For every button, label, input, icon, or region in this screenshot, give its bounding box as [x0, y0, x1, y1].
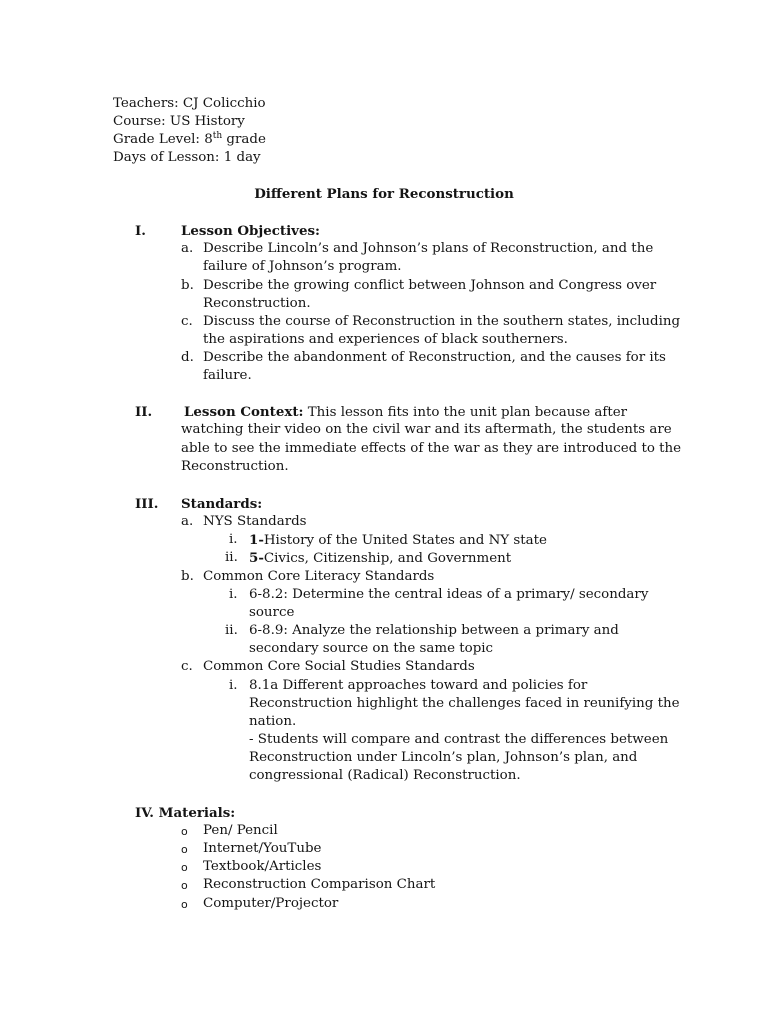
- standard-c-i-line-6: congressional (Radical) Reconstruction.: [249, 768, 521, 783]
- objective-d-marker: d.: [181, 350, 194, 365]
- grade-ordinal: th: [212, 131, 223, 141]
- grade-word: grade: [226, 132, 266, 147]
- section-2-heading: Lesson Context:: [184, 404, 304, 420]
- standard-a-ii: [249, 549, 511, 568]
- standard-b-i-marker: i.: [229, 587, 238, 602]
- teachers-line: [113, 95, 266, 113]
- objective-c-line-2: the aspirations and experiences of black southerners.: [203, 332, 568, 347]
- standard-b-i-line-1: 6-8.2: Determine the central ideas of a primary/ secondary: [249, 587, 649, 602]
- page-title: Different Plans for Reconstruction: [254, 186, 514, 202]
- objective-b-marker: b.: [181, 278, 194, 293]
- grade-number: 8: [204, 132, 213, 147]
- material-bullet-icon: o: [181, 879, 188, 892]
- section-1-numeral: I.: [135, 223, 146, 239]
- standard-a-i-marker: i.: [229, 532, 238, 547]
- standard-c-i-line-4: - Students will compare and contrast the differences between: [249, 732, 669, 747]
- standard-b-text: Common Core Literacy Standards: [203, 569, 435, 584]
- material-bullet-icon: o: [181, 825, 188, 838]
- section-4-title: Materials:: [158, 805, 236, 821]
- standard-c-i-line-3: nation.: [249, 714, 297, 729]
- objective-a-line-2: failure of Johnson’s program.: [203, 259, 402, 274]
- section-4-numeral: IV.: [135, 805, 154, 821]
- standard-b-i-line-2: source: [249, 605, 295, 620]
- objective-a-line-1: Describe Lincoln’s and Johnson’s plans of Reconstruction, and the: [203, 241, 654, 256]
- context-line-2: watching their video on the civil war and its aftermath, the students are: [181, 422, 672, 437]
- standard-a-ii-number: 5-: [249, 550, 264, 566]
- standard-a-ii-marker: ii.: [225, 550, 238, 565]
- standard-b-ii-line-1: 6-8.9: Analyze the relationship between a primary and: [249, 623, 619, 638]
- context-line-3: able to see the immediate effects of the war as they are introduced to the: [181, 441, 682, 456]
- material-item-1: Pen/ Pencil: [203, 823, 278, 838]
- days-value: 1 day: [223, 150, 261, 165]
- objective-d-line-1: Describe the abandonment of Reconstruction, and the causes for its: [203, 350, 666, 365]
- objective-b-line-1: Describe the growing conflict between Johnson and Congress over: [203, 278, 657, 293]
- standard-c-i-line-5: Reconstruction under Lincoln’s plan, Johnson’s plan, and: [249, 750, 638, 765]
- standard-c-marker: c.: [181, 659, 193, 674]
- material-item-4: Reconstruction Comparison Chart: [203, 877, 436, 892]
- material-item-3: Textbook/Articles: [203, 859, 322, 874]
- objective-c-marker: c.: [181, 314, 193, 329]
- objective-d-line-2: failure.: [203, 368, 252, 383]
- section-2-numeral: II.: [135, 404, 153, 420]
- standard-c-text: Common Core Social Studies Standards: [203, 659, 475, 674]
- standard-c-i-marker: i.: [229, 678, 238, 693]
- standard-a-i-text: History of the United States and NY state: [263, 533, 547, 548]
- context-line-1: [184, 403, 627, 422]
- material-item-5: Computer/Projector: [203, 896, 339, 911]
- section-3-heading: Standards:: [181, 496, 263, 512]
- material-item-2: Internet/YouTube: [203, 841, 322, 856]
- standard-a-i: [249, 531, 547, 550]
- material-bullet-icon: o: [181, 898, 188, 911]
- course-line: [113, 113, 245, 131]
- standard-a-i-number: 1-: [249, 532, 264, 548]
- objective-a-marker: a.: [181, 241, 194, 256]
- grade-label: Grade Level:: [113, 132, 200, 147]
- objective-b-line-2: Reconstruction.: [203, 296, 311, 311]
- course-value: US History: [169, 114, 245, 129]
- objective-c-line-1: Discuss the course of Reconstruction in the southern states, including: [203, 314, 681, 329]
- teachers-value: CJ Colicchio: [182, 96, 266, 111]
- course-label: Course:: [113, 114, 166, 129]
- standard-a-marker: a.: [181, 514, 194, 529]
- section-1-heading: Lesson Objectives:: [181, 223, 320, 239]
- standard-b-marker: b.: [181, 569, 194, 584]
- grade-line: [113, 131, 266, 149]
- material-bullet-icon: o: [181, 861, 188, 874]
- section-4-heading: [135, 804, 235, 822]
- standard-c-i-line-2: Reconstruction highlight the challenges faced in reunifying the: [249, 696, 680, 711]
- standard-a-ii-text: Civics, Citizenship, and Government: [263, 551, 512, 566]
- context-text-1: This lesson fits into the unit plan because after: [307, 405, 628, 420]
- standard-a-text: NYS Standards: [203, 514, 307, 529]
- days-line: [113, 149, 261, 167]
- standard-c-i-line-1: 8.1a Different approaches toward and policies for: [249, 678, 588, 693]
- standard-b-ii-marker: ii.: [225, 623, 238, 638]
- teachers-label: Teachers:: [113, 96, 179, 111]
- days-label: Days of Lesson:: [113, 150, 220, 165]
- standard-b-ii-line-2: secondary source on the same topic: [249, 641, 494, 656]
- section-3-numeral: III.: [135, 496, 159, 512]
- context-line-4: Reconstruction.: [181, 459, 289, 474]
- material-bullet-icon: o: [181, 843, 188, 856]
